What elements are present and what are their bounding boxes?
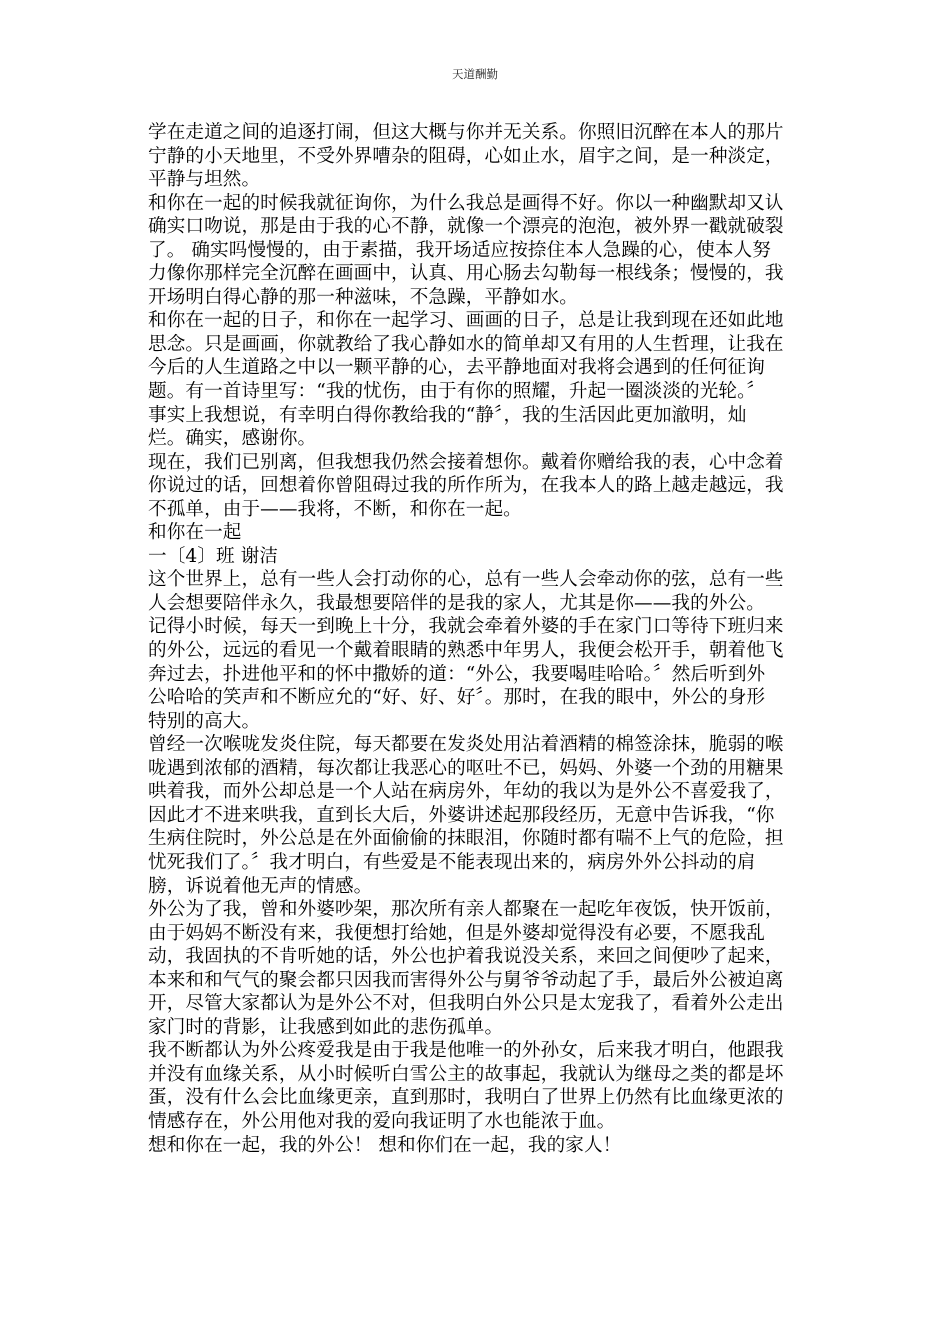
text-line: 学在走道之间的追逐打闹，但这大概与你并无关系。你照旧沉醉在本人的那片 <box>148 122 784 143</box>
text-line: 事实上我想说，有幸明白得你教给我的“静〞，我的生活因此更加澈明，灿 <box>148 404 747 426</box>
text-line: 了。 确实吗慢慢的，由于素描，我开场适应按捺住本人急躁的心，使本人努 <box>148 239 771 261</box>
text-line: 人会想要陪伴永久，我最想要陪伴的是我的家人，尤其是你——我的外公。 <box>148 592 765 614</box>
text-line: 咙遇到浓郁的酒精，每次都让我恶心的呕吐不已，妈妈、外婆一个劲的用糖果 <box>148 757 784 779</box>
text-line: 并没有血缘关系，从小时候听白雪公主的故事起，我就认为继母之类的都是坏 <box>148 1063 784 1085</box>
text-line: 外公为了我，曾和外婆吵架，那次所有亲人都聚在一起吃年夜饭，快开饭前， <box>148 899 784 921</box>
text-line: 特别的高大。 <box>148 710 261 732</box>
page-header: 天道酬勤 <box>452 67 498 81</box>
text-line: 生病住院时，外公总是在外面偷偷的抹眼泪，你随时都有喘不上气的危险，担 <box>148 828 784 850</box>
text-line: 今后的人生道路之中以一颗平静的心，去平静地面对我将会遇到的任何征询 <box>148 357 765 379</box>
text-line: 力像你那样完全沉醉在画画中，认真、用心肠去勾勒每一根线条；慢慢的，我 <box>148 263 784 285</box>
text-line: 开场明白得心静的那一种滋味，不急躁，平静如水。 <box>148 286 578 308</box>
document-body <box>148 121 808 1157</box>
text-line: 蛋，没有什么会比血缘更亲，直到那时，我明白了世界上仍然有比血缘更浓的 <box>148 1087 784 1109</box>
text-line: 公哈哈的笑声和不断应允的“好、好、好〞。那时，在我的眼中，外公的身形 <box>148 687 766 709</box>
text-line: 烂。确实，感谢你。 <box>148 428 317 450</box>
text-line: 和你在一起的时候我就征询你，为什么我总是画得不好。你以一种幽默却又认 <box>148 192 784 214</box>
text-line: 思念。只是画画，你就教给了我心静如水的简单却又有用的人生哲理，让我在 <box>148 333 784 355</box>
text-line: 题。有一首诗里写：“我的忧伤，由于有你的照耀，升起一圈淡淡的光轮。〞 <box>148 381 766 403</box>
text-line: 一〔4〕班 谢洁 <box>148 545 279 567</box>
text-line: 情感存在，外公用他对我的爱向我证明了水也能浓于血。 <box>148 1110 616 1132</box>
text-line: 膀，诉说着他无声的情感。 <box>148 875 373 897</box>
text-line: 曾经一次喉咙发炎住院，每天都要在发炎处用沾着酒精的棉签涂抹，脆弱的喉 <box>148 734 784 756</box>
text-line: 宁静的小天地里，不受外界嘈杂的阻碍，心如止水，眉宇之间，是一种淡定， <box>148 145 784 167</box>
text-line: 本来和和气气的聚会都只因我而害得外公与舅爷爷动起了手，最后外公被迫离 <box>148 969 784 991</box>
text-line: 哄着我，而外公却总是一个人站在病房外，年幼的我以为是外公不喜爱我了， <box>148 781 784 803</box>
text-line: 和你在一起 <box>148 522 242 544</box>
text-line: 家门时的背影，让我感到如此的悲伤孤单。 <box>148 1016 504 1038</box>
text-line: 平静与坦然。 <box>148 169 261 191</box>
text-line: 忧死我们了。〞我才明白，有些爱是不能表现出来的，病房外外公抖动的肩 <box>148 851 756 873</box>
text-line: 由于妈妈不断没有来，我便想打给她，但是外婆却觉得没有必要，不愿我乱 <box>148 922 765 944</box>
text-line: 记得小时候，每天一到晚上十分，我就会牵着外婆的手在家门口等待下班归来 <box>148 616 784 638</box>
text-line: 现在，我们已别离，但我想我仍然会接着想你。戴着你赠给我的表，心中念着 <box>148 451 784 473</box>
text-line: 想和你在一起，我的外公！ 想和你们在一起，我的家人！ <box>148 1134 622 1156</box>
text-line: 因此才不进来哄我，直到长大后，外婆讲述起那段经历，无意中告诉我，“你 <box>148 804 775 826</box>
text-line: 确实口吻说，那是由于我的心不静，就像一个漂亮的泡泡，被外界一戳就破裂 <box>148 216 784 238</box>
text-line: 奔过去，扑进他平和的怀中撒娇的道：“外公，我要喝哇哈哈。〞然后听到外 <box>148 663 766 685</box>
text-line: 开，尽管大家都认为是外公不对，但我明白外公只是太宠我了，看着外公走出 <box>148 993 784 1015</box>
text-line: 你说过的话，回想着你曾阻碍过我的所作所为，在我本人的路上越走越远，我 <box>148 475 784 497</box>
text-line: 这个世界上，总有一些人会打动你的心，总有一些人会牵动你的弦，总有一些 <box>148 569 784 591</box>
text-line: 动，我固执的不肯听她的话，外公也护着我说没关系，来回之间便吵了起来， <box>148 946 784 968</box>
text-line: 我不断都认为外公疼爱我是由于我是他唯一的外孙女，后来我才明白，他跟我 <box>148 1040 784 1062</box>
text-line: 和你在一起的日子，和你在一起学习、画画的日子，总是让我到现在还如此地 <box>148 310 784 332</box>
text-line: 的外公，远远的看见一个戴着眼睛的熟悉中年男人，我便会松开手，朝着他飞 <box>148 640 784 662</box>
text-line: 不孤单，由于——我将，不断，和你在一起。 <box>148 498 522 520</box>
